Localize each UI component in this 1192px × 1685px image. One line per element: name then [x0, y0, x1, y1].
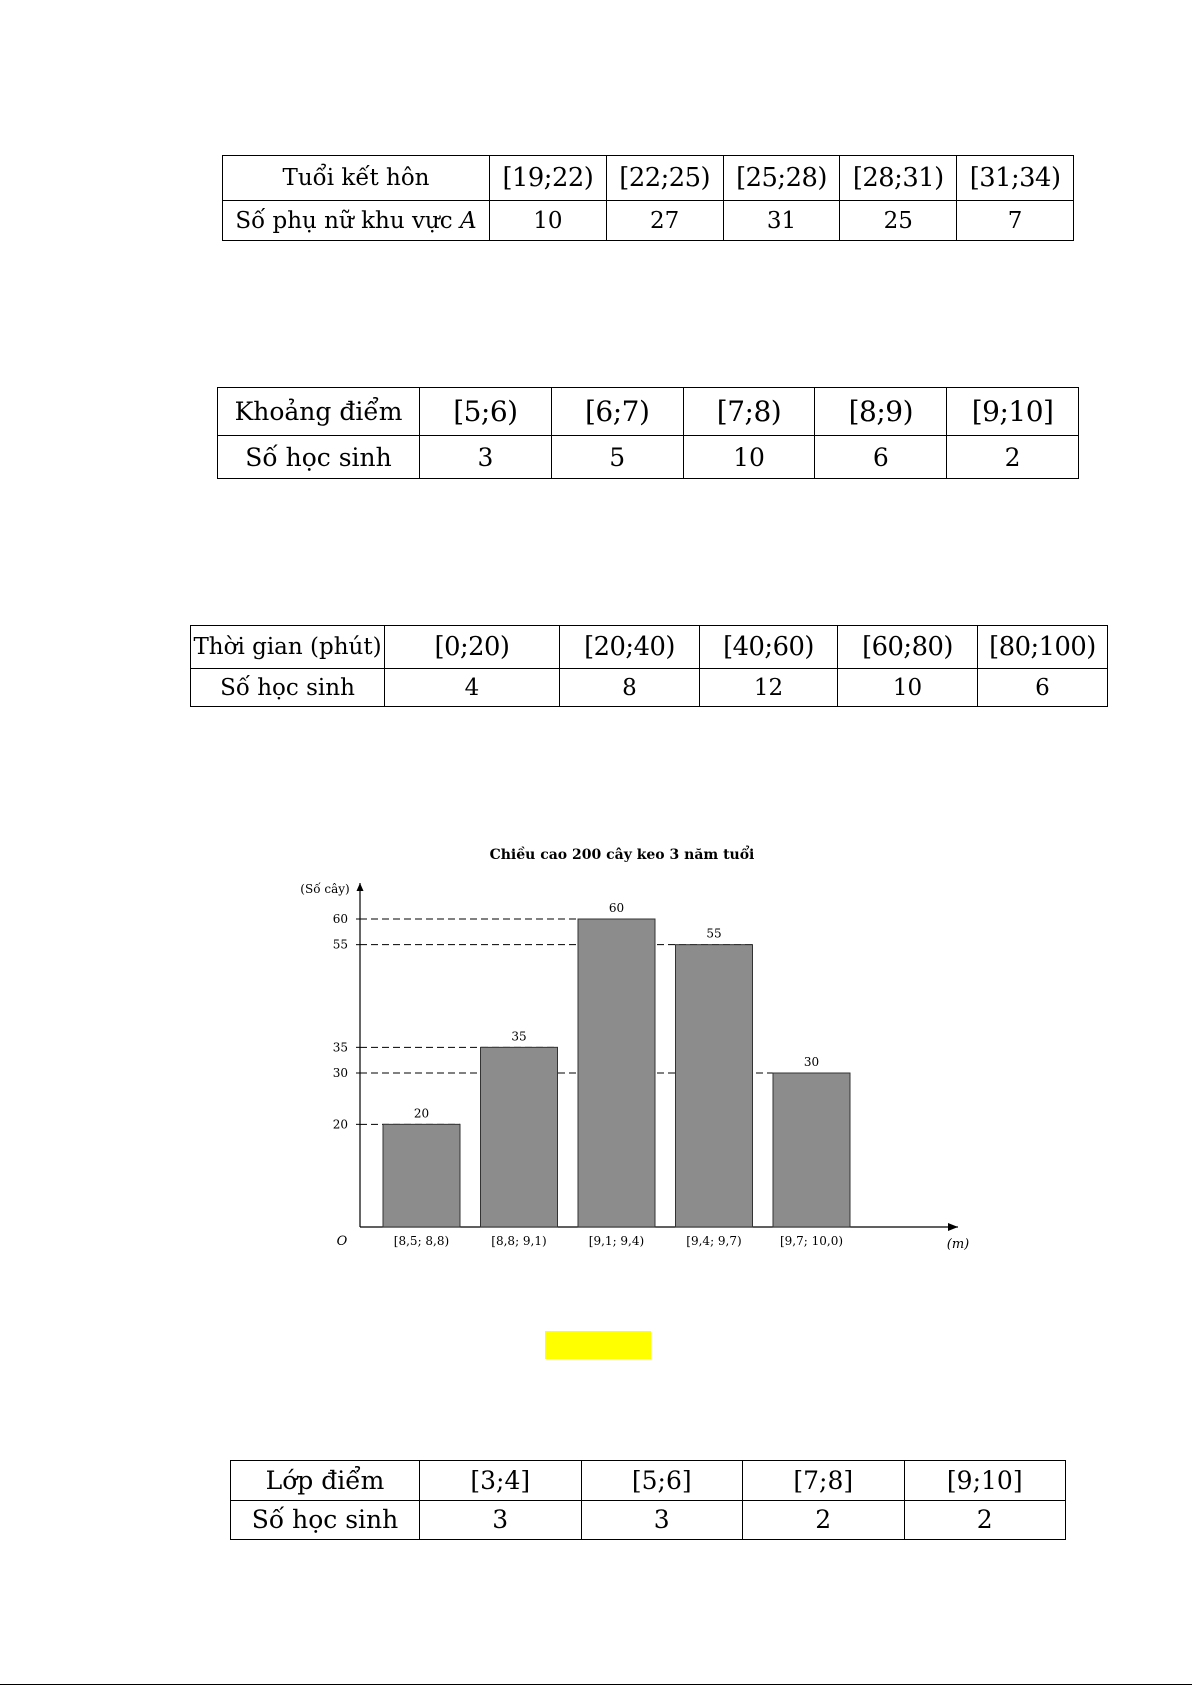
table-row — [191, 626, 1108, 669]
interval-cell: [28;31) — [840, 156, 957, 201]
bar — [676, 945, 753, 1227]
table-row — [223, 201, 1074, 241]
value-cell: 25 — [840, 201, 957, 241]
time-table — [190, 625, 1108, 707]
value-cell: 10 — [490, 201, 607, 241]
table-row — [223, 156, 1074, 201]
data-label: 30 — [803, 1055, 820, 1069]
row-header: Thời gian (phút) — [191, 626, 385, 669]
row-header: Khoảng điểm — [218, 388, 420, 436]
interval-cell: [25;28) — [723, 156, 840, 201]
value-cell: 10 — [838, 669, 978, 707]
data-label: 55 — [706, 926, 722, 941]
interval-cell: [31;34) — [957, 156, 1074, 201]
value-cell: 2 — [904, 1500, 1066, 1540]
class-score-table — [230, 1460, 1066, 1540]
y-axis-arrow-icon — [357, 883, 364, 891]
interval-cell: [7;8) — [683, 388, 815, 436]
bar — [481, 1047, 558, 1227]
value-cell: 8 — [560, 669, 700, 707]
table-row — [231, 1461, 1066, 1501]
interval-cell: [19;22) — [490, 156, 607, 201]
value-cell: 2 — [743, 1500, 905, 1540]
row-header: Số học sinh — [231, 1500, 420, 1540]
x-tick-label: [8,5; 8,8) — [393, 1234, 450, 1248]
x-tick-label: [9,7; 10,0) — [779, 1234, 844, 1248]
interval-cell: [6;7) — [551, 388, 683, 436]
data-label: 60 — [608, 901, 625, 915]
value-cell: 3 — [420, 1500, 582, 1540]
value-cell: 6 — [815, 436, 947, 479]
value-cell: 31 — [723, 201, 840, 241]
bar — [578, 919, 655, 1227]
row-header — [223, 201, 490, 241]
interval-cell: [5;6) — [420, 388, 552, 436]
y-tick-label: 35 — [332, 1040, 348, 1055]
interval-cell: [8;9) — [815, 388, 947, 436]
x-tick-label: [8,8; 9,1) — [491, 1234, 547, 1248]
table-row — [218, 388, 1079, 436]
region-variable: A — [460, 207, 477, 234]
interval-cell: [20;40) — [560, 626, 700, 669]
y-tick-label: 55 — [332, 937, 348, 952]
value-cell: 12 — [700, 669, 838, 707]
interval-cell: [40;60) — [700, 626, 838, 669]
interval-cell: [0;20) — [385, 626, 560, 669]
row-header: Số học sinh — [191, 669, 385, 707]
interval-cell: [7;8] — [743, 1461, 905, 1501]
row-header: Lớp điểm — [231, 1461, 420, 1501]
table-row — [191, 669, 1108, 707]
data-label: 20 — [413, 1106, 430, 1121]
value-cell: 5 — [551, 436, 683, 479]
interval-cell: [22;25) — [606, 156, 723, 201]
value-cell: 2 — [947, 436, 1079, 479]
interval-cell: [5;6] — [581, 1461, 743, 1501]
origin-label: O — [336, 1234, 348, 1249]
x-axis-label: (m) — [946, 1237, 970, 1252]
highlight-mark — [545, 1331, 651, 1359]
y-axis-label: (Số cây) — [300, 882, 350, 896]
y-tick-label: 30 — [332, 1066, 348, 1080]
value-cell: 7 — [957, 201, 1074, 241]
table-row — [218, 436, 1079, 479]
interval-cell: [60;80) — [838, 626, 978, 669]
interval-cell: [3;4] — [420, 1461, 582, 1501]
score-range-table — [217, 387, 1079, 479]
value-cell: 6 — [978, 669, 1108, 707]
marriage-age-table — [222, 155, 1074, 241]
row-header: Tuổi kết hôn — [223, 156, 490, 201]
chart-title: Chiều cao 200 cây keo 3 năm tuổi — [489, 847, 755, 863]
x-tick-label: [9,4; 9,7) — [686, 1234, 742, 1248]
bar — [773, 1073, 850, 1227]
y-tick-label: 20 — [332, 1117, 348, 1132]
value-cell: 10 — [683, 436, 815, 479]
x-tick-label: [9,1; 9,4) — [588, 1234, 645, 1248]
value-cell: 4 — [385, 669, 560, 707]
interval-cell: [80;100) — [978, 626, 1108, 669]
tree-height-bar-chart — [270, 835, 990, 1265]
x-axis-arrow-icon — [948, 1223, 958, 1231]
value-cell: 3 — [581, 1500, 743, 1540]
interval-cell: [9;10] — [904, 1461, 1066, 1501]
row-header: Số học sinh — [218, 436, 420, 479]
table-row — [231, 1500, 1066, 1540]
chart-marks — [333, 901, 850, 1248]
data-label: 35 — [511, 1029, 527, 1044]
y-tick-label: 60 — [332, 912, 348, 926]
value-cell: 27 — [606, 201, 723, 241]
value-cell: 3 — [420, 436, 552, 479]
interval-cell: [9;10] — [947, 388, 1079, 436]
bar — [383, 1124, 460, 1227]
row-header-text: Số phụ nữ khu vực — [235, 207, 453, 234]
